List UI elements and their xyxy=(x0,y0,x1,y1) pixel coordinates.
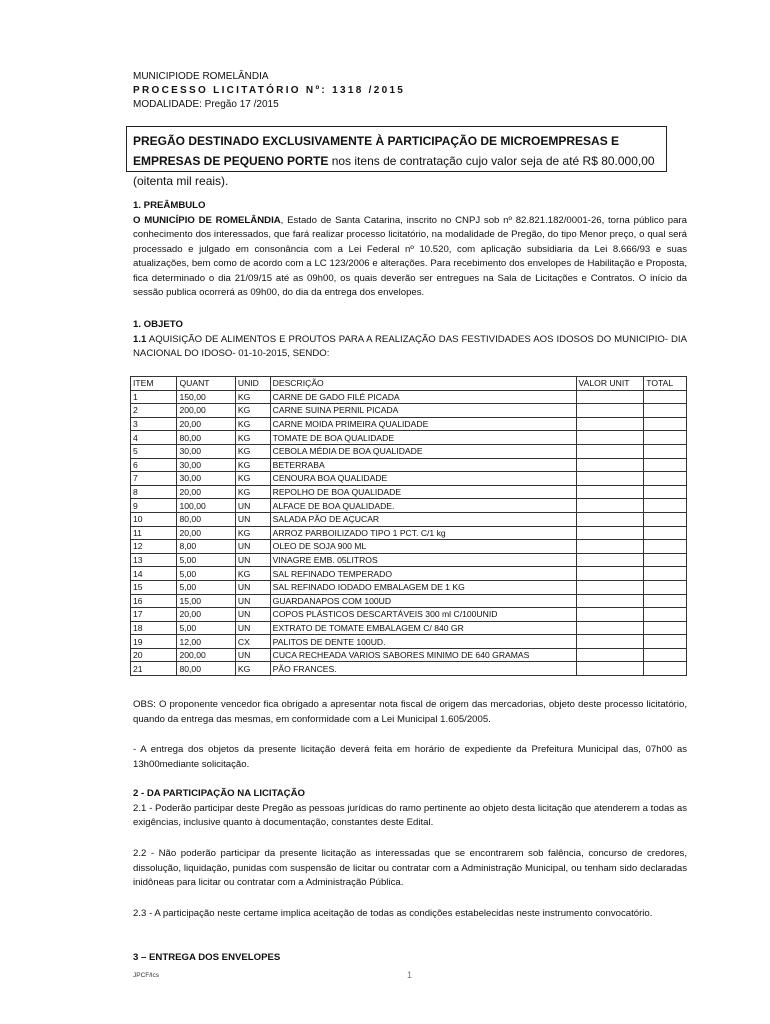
table-cell: KG xyxy=(235,567,270,581)
table-cell: VINAGRE EMB. 05LITROS xyxy=(270,553,576,567)
table-cell: SAL REFINADO TEMPERADO xyxy=(270,567,576,581)
table-cell: 6 xyxy=(131,458,177,472)
table-cell: KG xyxy=(235,458,270,472)
table-cell: SAL REFINADO IODADO EMBALAGEM DE 1 KG xyxy=(270,580,576,594)
table-cell xyxy=(644,472,687,486)
items-table xyxy=(130,376,687,676)
preambulo-text: , Estado de Santa Catarina, inscrito no CNPJ sob nº 82.821.182/0001-26, torna público para conhecimento dos interessados, que fará realizar processo licitatório, na modalidade de Pregão, do tipo Menor preço, o qual será processado e julgado em consonância com a Lei Federal nº 10.520, com aplicação subsidiaria da Lei 8.666/93 e suas atualizações, bem como de acordo com a LC 123/2006 e alterações. Para recebimento dos envelopes de Habilitação e Proposta, fica determinado o dia 21/09/15 até as 09h00, os quais deverão ser entregues na Sala de Licitações e Contratos. O início da sessão publica ocorrerá as 09h00, do dia da entrega dos envelopes. xyxy=(133,214,687,298)
table-cell xyxy=(644,621,687,635)
table-cell: 16 xyxy=(131,594,177,608)
table-cell: 14 xyxy=(131,567,177,581)
table-cell: KG xyxy=(235,485,270,499)
table-cell xyxy=(576,567,644,581)
page-number: 1 xyxy=(407,970,413,980)
envelopes-title: 3 – ENTREGA DOS ENVELOPES xyxy=(133,952,281,963)
table-header-row xyxy=(131,377,687,391)
table-cell: EXTRATO DE TOMATE EMBALAGEM C/ 840 GR xyxy=(270,621,576,635)
table-cell: 8 xyxy=(131,485,177,499)
table-cell: 3 xyxy=(131,417,177,431)
participation-title: 2 - DA PARTICIPAÇÃO NA LICITAÇÃO xyxy=(133,788,305,799)
table-cell: KG xyxy=(235,472,270,486)
table-cell: 21 xyxy=(131,662,177,676)
table-row xyxy=(131,526,687,540)
table-cell: 8,00 xyxy=(177,540,235,554)
table-cell: 200,00 xyxy=(177,648,235,662)
table-cell xyxy=(644,417,687,431)
table-cell: 11 xyxy=(131,526,177,540)
participation-p3: 2.3 - A participação neste certame implica aceitação de todas as condições estabelecidas neste instrumento convocatório. xyxy=(133,908,653,919)
footer-initials: JPCF/lcs xyxy=(133,972,159,979)
table-cell: KG xyxy=(235,404,270,418)
table-header-cell: QUANT xyxy=(177,377,235,391)
table-cell: ALFACE DE BOA QUALIDADE. xyxy=(270,499,576,513)
preambulo-title: 1. PREÂMBULO xyxy=(133,200,206,211)
objeto-text: AQUISIÇÃO DE ALIMENTOS E PROUTOS PARA A REALIZAÇÃO DAS FESTIVIDADES AOS IDOSOS DO MUNICIPIO- DIA NACIONAL DO IDOSO- 01-10-2015, SENDO: xyxy=(133,333,687,359)
table-cell xyxy=(644,580,687,594)
municipality-line: MUNICIPIODE ROMELÂNDIA xyxy=(133,71,269,82)
table-row xyxy=(131,580,687,594)
table-cell: 20,00 xyxy=(177,485,235,499)
table-cell: BETERRABA xyxy=(270,458,576,472)
table-cell: 80,00 xyxy=(177,431,235,445)
table-cell: 80,00 xyxy=(177,512,235,526)
table-cell: SALADA PÃO DE AÇUCAR xyxy=(270,512,576,526)
table-cell: 5,00 xyxy=(177,580,235,594)
table-cell xyxy=(644,499,687,513)
preambulo-bold: O MUNICÍPIO DE ROMELÂNDIA xyxy=(133,214,281,226)
modality-line: MODALIDADE: Pregão 17 /2015 xyxy=(133,99,279,110)
table-cell: CARNE MOIDA PRIMEIRA QUALIDADE xyxy=(270,417,576,431)
table-cell xyxy=(576,431,644,445)
table-cell: UN xyxy=(235,512,270,526)
table-cell: UN xyxy=(235,553,270,567)
table-cell: 5,00 xyxy=(177,553,235,567)
table-cell xyxy=(576,390,644,404)
table-cell xyxy=(644,485,687,499)
table-row xyxy=(131,458,687,472)
table-row xyxy=(131,662,687,676)
table-cell xyxy=(644,404,687,418)
table-cell xyxy=(576,608,644,622)
table-cell: 5,00 xyxy=(177,567,235,581)
table-cell: UN xyxy=(235,621,270,635)
table-header-cell: VALOR UNIT xyxy=(576,377,644,391)
table-cell: 150,00 xyxy=(177,390,235,404)
table-row xyxy=(131,567,687,581)
process-number: PROCESSO LICITATÓRIO Nº: 1318 /2015 xyxy=(133,85,406,96)
participation-p1: 2.1 - Poderão participar deste Pregão as pessoas jurídicas do ramo pertinente ao objeto desta licitação que atenderem a todas as exigências, inclusive quanto à documentação, constantes deste Edital. xyxy=(133,802,687,828)
table-cell: 200,00 xyxy=(177,404,235,418)
table-row xyxy=(131,390,687,404)
table-row xyxy=(131,512,687,526)
delivery-paragraph: - A entrega dos objetos da presente licitação deverá feita em horário de expediente da Prefeitura Municipal das, 07h00 as 13h00mediante solicitação. xyxy=(133,744,687,770)
table-cell: CUCA RECHEADA VARIOS SABORES MINIMO DE 640 GRAMAS xyxy=(270,648,576,662)
table-cell: 15 xyxy=(131,580,177,594)
table-row xyxy=(131,594,687,608)
table-cell: 15,00 xyxy=(177,594,235,608)
table-cell: UN xyxy=(235,594,270,608)
table-cell xyxy=(576,512,644,526)
table-cell: UN xyxy=(235,540,270,554)
table-cell xyxy=(576,621,644,635)
table-cell: 20 xyxy=(131,648,177,662)
table-cell: CARNE DE GADO FILÉ PICADA xyxy=(270,390,576,404)
table-row xyxy=(131,404,687,418)
table-cell: KG xyxy=(235,390,270,404)
table-cell: 12,00 xyxy=(177,635,235,649)
table-cell: UN xyxy=(235,499,270,513)
table-cell: 7 xyxy=(131,472,177,486)
table-cell xyxy=(644,458,687,472)
table-cell xyxy=(576,553,644,567)
table-cell xyxy=(576,485,644,499)
table-cell: 30,00 xyxy=(177,458,235,472)
table-cell: KG xyxy=(235,662,270,676)
table-row xyxy=(131,635,687,649)
table-row xyxy=(131,417,687,431)
table-cell xyxy=(576,580,644,594)
table-row xyxy=(131,431,687,445)
table-cell xyxy=(576,499,644,513)
table-cell: CENOURA BOA QUALIDADE xyxy=(270,472,576,486)
table-cell xyxy=(576,444,644,458)
table-cell xyxy=(576,635,644,649)
table-cell xyxy=(644,648,687,662)
table-cell: KG xyxy=(235,417,270,431)
table-header-cell: UNID xyxy=(235,377,270,391)
participation-p2: 2.2 - Não poderão participar da presente licitação as interessadas que se encontrarem sob falência, concurso de credores, dissolução, liquidação, punidas com suspensão de licitar ou contratar com a Administração Municipal, ou tenham sido declaradas inidôneas para licitar ou contratar com a Administração Pública. xyxy=(133,848,687,888)
table-cell xyxy=(644,567,687,581)
table-cell xyxy=(644,526,687,540)
table-row xyxy=(131,499,687,513)
table-cell: REPOLHO DE BOA QUALIDADE xyxy=(270,485,576,499)
box-rest-text: nos itens de contratação cujo valor seja de até R$ 80.000,00 (oitenta mil reais). xyxy=(133,154,655,188)
table-cell: PALITOS DE DENTE 100UD. xyxy=(270,635,576,649)
table-row xyxy=(131,648,687,662)
table-cell xyxy=(644,608,687,622)
table-cell xyxy=(644,594,687,608)
table-cell: 80,00 xyxy=(177,662,235,676)
table-cell xyxy=(576,472,644,486)
table-cell: CARNE SUINA PERNIL PICADA xyxy=(270,404,576,418)
table-cell: OLEO DE SOJA 900 ML xyxy=(270,540,576,554)
objeto-paragraph xyxy=(133,333,687,362)
table-cell: UN xyxy=(235,580,270,594)
table-cell xyxy=(644,553,687,567)
table-cell: 30,00 xyxy=(177,444,235,458)
table-cell: UN xyxy=(235,648,270,662)
table-cell xyxy=(644,540,687,554)
table-cell: KG xyxy=(235,431,270,445)
table-cell xyxy=(576,417,644,431)
table-cell xyxy=(576,540,644,554)
exclusive-participation-box xyxy=(126,126,667,188)
table-cell xyxy=(644,390,687,404)
table-row xyxy=(131,608,687,622)
table-cell xyxy=(576,648,644,662)
table-cell xyxy=(644,431,687,445)
table-row xyxy=(131,540,687,554)
table-cell: 4 xyxy=(131,431,177,445)
table-cell xyxy=(644,512,687,526)
preambulo-paragraph xyxy=(133,214,687,301)
table-cell: 12 xyxy=(131,540,177,554)
table-cell: KG xyxy=(235,444,270,458)
objeto-section xyxy=(133,318,687,362)
table-cell: 13 xyxy=(131,553,177,567)
table-cell: TOMATE DE BOA QUALIDADE xyxy=(270,431,576,445)
preambulo-section xyxy=(133,199,687,301)
table-cell xyxy=(576,594,644,608)
table-row xyxy=(131,472,687,486)
participation-section xyxy=(133,787,687,831)
table-header-cell: DESCRIÇÃO xyxy=(270,377,576,391)
table-row xyxy=(131,553,687,567)
table-cell: PÃO FRANCES. xyxy=(270,662,576,676)
table-cell: 100,00 xyxy=(177,499,235,513)
table-cell: COPOS PLÁSTICOS DESCARTÁVEIS 300 ml C/100UNID xyxy=(270,608,576,622)
table-cell: ARROZ PARBOILIZADO TIPO 1 PCT. C/1 kg xyxy=(270,526,576,540)
obs-paragraph: OBS: O proponente vencedor fica obrigado a apresentar nota fiscal de origem das mercadorias, objeto deste processo licitatório, quando da entrega das mesmas, em conformidade com a Lei Municipal 1.605/2005. xyxy=(133,699,687,725)
table-cell: KG xyxy=(235,526,270,540)
objeto-number: 1.1 xyxy=(133,333,147,345)
table-cell: 18 xyxy=(131,621,177,635)
table-header-cell: TOTAL xyxy=(644,377,687,391)
table-cell: 20,00 xyxy=(177,417,235,431)
table-cell: 19 xyxy=(131,635,177,649)
table-cell: 10 xyxy=(131,512,177,526)
table-cell xyxy=(576,404,644,418)
table-cell: CX xyxy=(235,635,270,649)
table-cell xyxy=(644,444,687,458)
table-cell: UN xyxy=(235,608,270,622)
table-cell: 5,00 xyxy=(177,621,235,635)
table-cell xyxy=(576,458,644,472)
table-cell: 17 xyxy=(131,608,177,622)
table-cell xyxy=(644,635,687,649)
table-cell xyxy=(644,662,687,676)
table-cell: 20,00 xyxy=(177,608,235,622)
table-header-cell: ITEM xyxy=(131,377,177,391)
box-bold-text: PREGÃO DESTINADO EXCLUSIVAMENTE À PARTICIPAÇÃO DE MICROEMPRESAS E EMPRESAS DE PEQUENO PORTE xyxy=(133,134,620,168)
table-cell xyxy=(576,662,644,676)
table-cell: 20,00 xyxy=(177,526,235,540)
table-cell: 5 xyxy=(131,444,177,458)
table-cell: 9 xyxy=(131,499,177,513)
table-row xyxy=(131,485,687,499)
table-cell: 1 xyxy=(131,390,177,404)
table-cell: CEBOLA MÉDIA DE BOA QUALIDADE xyxy=(270,444,576,458)
table-cell xyxy=(576,526,644,540)
table-row xyxy=(131,444,687,458)
table-row xyxy=(131,621,687,635)
table-cell: GUARDANAPOS COM 100UD xyxy=(270,594,576,608)
table-cell: 30,00 xyxy=(177,472,235,486)
objeto-title: 1. OBJETO xyxy=(133,319,183,330)
table-cell: 2 xyxy=(131,404,177,418)
